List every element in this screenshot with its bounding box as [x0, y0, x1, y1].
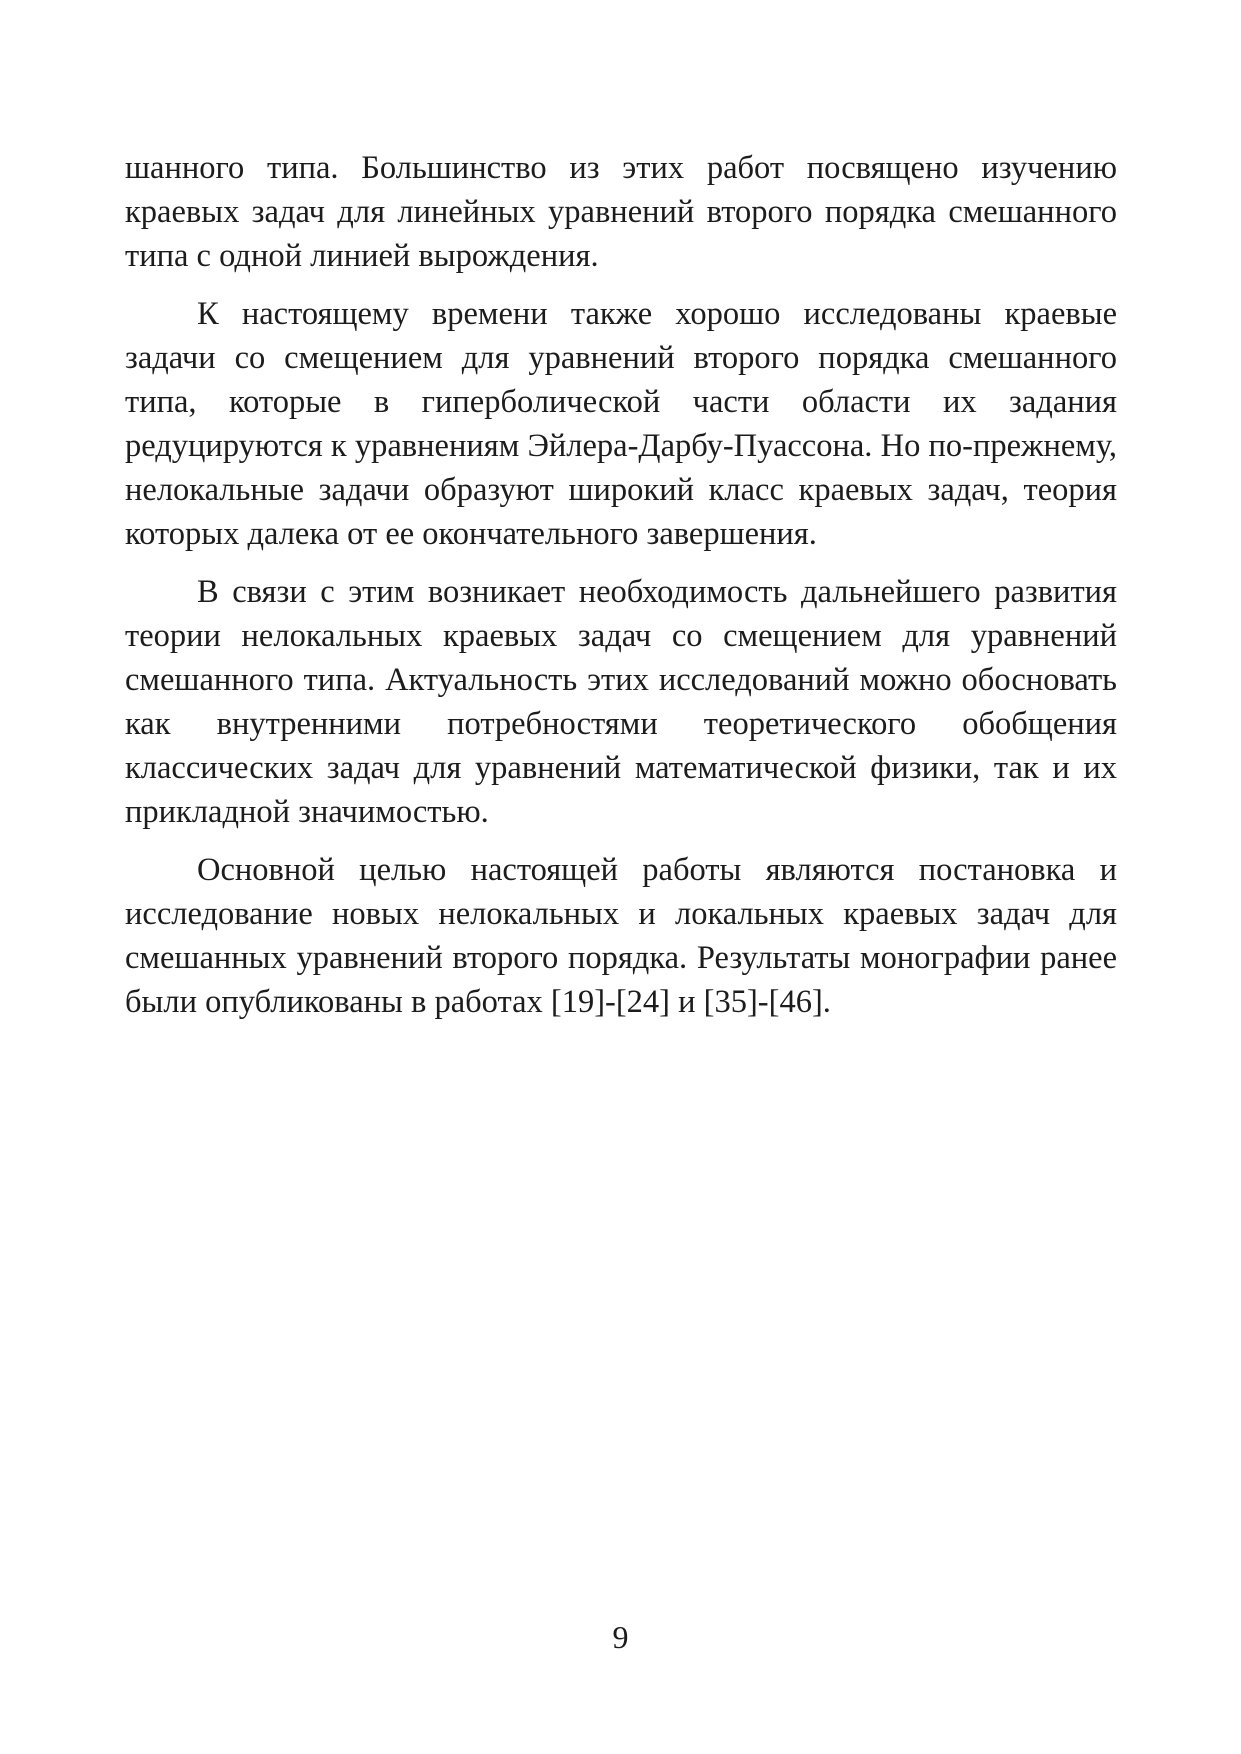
body-text [125, 146, 1117, 1024]
page-number: 9 [612, 1619, 629, 1655]
paragraph: Основной целью настоящей работы являются постановка и исследование новых нелокальных и локальных краевых задач для смешанных уравнений второго порядка. Результаты монографии ранее были опубликованы в работах [19]-[24] и [35]-[46]. [125, 852, 1117, 1020]
paragraph-continuation: шанного типа. Большинство из этих работ посвящено изучению краевых задач для линейных уравнений второго порядка смешанного типа с одной линией вырождения. [125, 150, 1117, 274]
paragraph: В связи с этим возникает необходимость дальнейшего развития теории нелокальных краевых задач со смещением для уравнений смешанного типа. Актуальность этих исследований можно обосновать как внутренними потребностями теоретического обобщения классических задач для уравнений математической физики, так и их прикладной значимостью. [125, 574, 1117, 830]
paragraph: К настоящему времени также хорошо исследованы краевые задачи со смещением для уравнений второго порядка смешанного типа, которые в гиперболической части области их задания редуцируются к уравнениям Эйлера-Дарбу-Пуассона. Но по-прежнему, нелокальные задачи образуют широкий класс краевых задач, теория которых далека от ее окончательного завершения. [125, 296, 1117, 552]
